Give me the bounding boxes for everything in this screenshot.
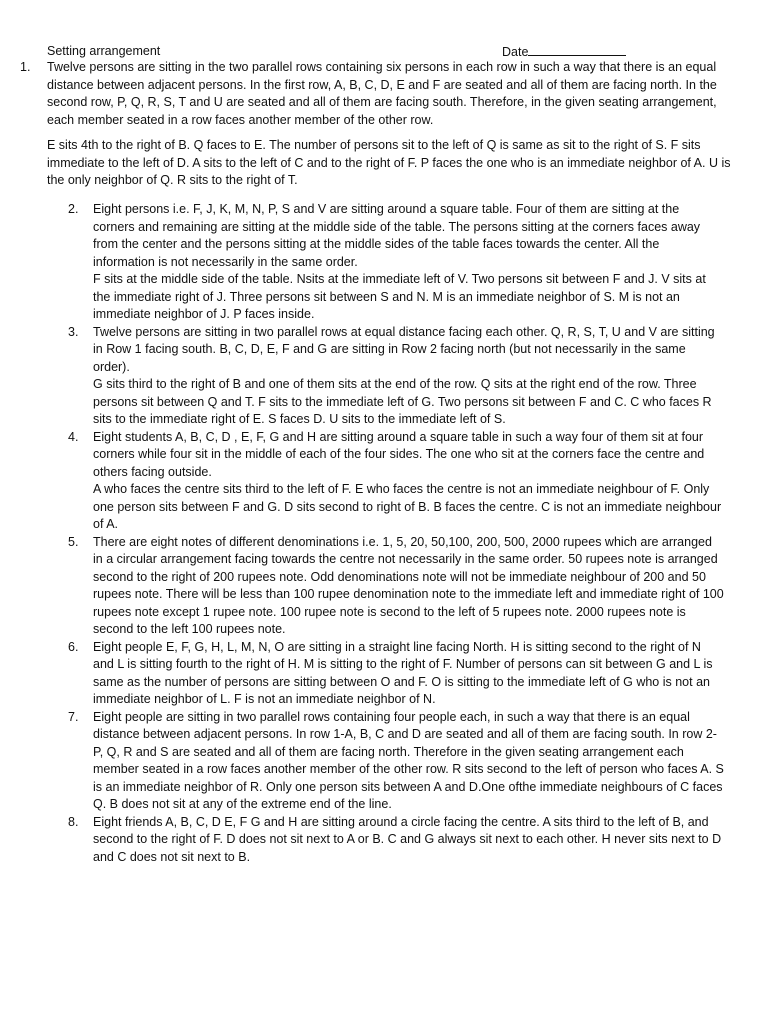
question-4 xyxy=(68,429,724,534)
question-2 xyxy=(68,201,724,324)
question-number: 5. xyxy=(68,534,79,549)
question-number: 4. xyxy=(68,429,79,444)
question-1 xyxy=(20,59,732,190)
question-5 xyxy=(68,534,724,639)
question-3 xyxy=(68,324,724,429)
question-paragraph: Eight people are sitting in two parallel rows containing four people each, in such a way that there is an equal distance between adjacent persons. In row 1-A, B, C and D are seated and all of them are facing south. In row 2- P, Q, R and S are seated and all of them are facing north. Therefore in the given seating arrangement each member seated in a row faces another member of the other row. R sits second to the left of person who faces A. S is an immediate neighbor of R. Only one person sits between A and D.One ofthe immediate neighbours of C faces Q. B does not sit at any of the extreme end of the line. xyxy=(93,709,724,811)
question-paragraph: Eight students A, B, C, D , E, F, G and H are sitting around a square table in such a way four of them sit at four corners while four sit in the middle of each of the four sides. The one who sit at the corners face the centre and others facing outside. xyxy=(93,429,705,479)
question-number: 1. xyxy=(20,60,31,74)
question-6 xyxy=(68,639,724,709)
document-title: Setting arrangement xyxy=(47,44,161,58)
question-8 xyxy=(68,814,724,867)
question-number: 6. xyxy=(68,639,79,654)
question-paragraph: G sits third to the right of B and one of them sits at the end of the row. Q sits at the right end of the row. Three persons sit between Q and T. F sits to the immediate left of G. Two persons sit between F and C. C who faces R sits to the immediate right of E. S faces D. U sits to the immediate left of S. xyxy=(93,377,712,426)
question-paragraph: Eight friends A, B, C, D E, F G and H are sitting around a circle facing the centre. A sits third to the left of B, and second to the right of F. D does not sit next to A or B. C and G always sit next to each other. H never sits next to D and C does not sit next to B. xyxy=(93,814,722,864)
document-header xyxy=(47,42,728,60)
question-number: 7. xyxy=(68,709,79,724)
question-paragraph: Eight people E, F, G, H, L, M, N, O are sitting in a straight line facing North. H is sitting second to the right of N and L is sitting fourth to the right of H. M is sitting to the right of F. Number of persons can sit between G and L is same as the number of persons are sitting between O and F. O is sitting to the immediate left of G who is not an immediate neighbor of L. F is not an immediate neighbor of N. xyxy=(93,639,713,706)
question-7 xyxy=(68,709,724,814)
question-paragraph: A who faces the centre sits third to the left of F. E who faces the centre is not an immediate neighbour of F. Only one person sits between F and G. D sits second to right of B. B faces the centre. C is not an immediate neighbour of A. xyxy=(93,482,722,531)
question-paragraph: There are eight notes of different denominations i.e. 1, 5, 20, 50,100, 200, 500, 2000 rupees which are arranged in a circular arrangement facing towards the centre not necessarily in the same order. 50 rupees note is arranged second to the right of 200 rupees note. Odd denominations note will not be immediate neighbour of 200 and 50 rupees note. There will be less than 100 rupee denomination note to the immediate left and immediate right of 100 rupees note except 1 rupee note. 100 rupee note is second to the left of 5 rupees note. 2000 rupees note is second to the left 100 rupees note. xyxy=(93,534,724,636)
question-number: 3. xyxy=(68,324,79,339)
question-paragraph: Twelve persons are sitting in two parallel rows at equal distance facing each other. Q, R, S, T, U and V are sitting in Row 1 facing south. B, C, D, E, F and G are sitting in Row 2 facing north (but not necessarily in the same order). xyxy=(93,324,715,374)
question-paragraph: E sits 4th to the right of B. Q faces to E. The number of persons sit to the left of Q is same as sit to the right of S. F sits immediate to the left of D. A sits to the left of C and to the right of F. P faces the one who is an immediate neighbor of A. U is the only neighbor of Q. R sits to the right of T. xyxy=(47,138,731,187)
question-paragraph: Eight persons i.e. F, J, K, M, N, P, S and V are sitting around a square table. Four of them are sitting at the corners and remaining are sitting at the middle side of the table. The persons sitting at the corners faces away from the center and the persons sitting at the middle sides of the table faces towards the center. All the information is not necessarily in the same order. xyxy=(93,202,701,269)
question-number: 8. xyxy=(68,814,79,829)
date-label: Date xyxy=(502,45,529,59)
question-list xyxy=(68,201,724,866)
question-number: 2. xyxy=(68,202,79,216)
date-blank-line xyxy=(528,42,626,56)
question-paragraph: Twelve persons are sitting in the two parallel rows containing six persons in each row in such a way that there is an equal distance between adjacent persons. In the first row, A, B, C, D, E and F are seated and all of them are facing north. In the second row, P, Q, R, S, T and U are seated and all of them are facing south. Therefore, in the given seating arrangement, each member seated in a row faces another member of the other row. xyxy=(47,60,717,127)
question-paragraph: F sits at the middle side of the table. Nsits at the immediate left of V. Two persons sit between F and J. V sits at the immediate right of J. Three persons sit between S and N. M is an immediate neighbor of S. M is not an immediate neighbor of J. P faces inside. xyxy=(93,272,706,321)
